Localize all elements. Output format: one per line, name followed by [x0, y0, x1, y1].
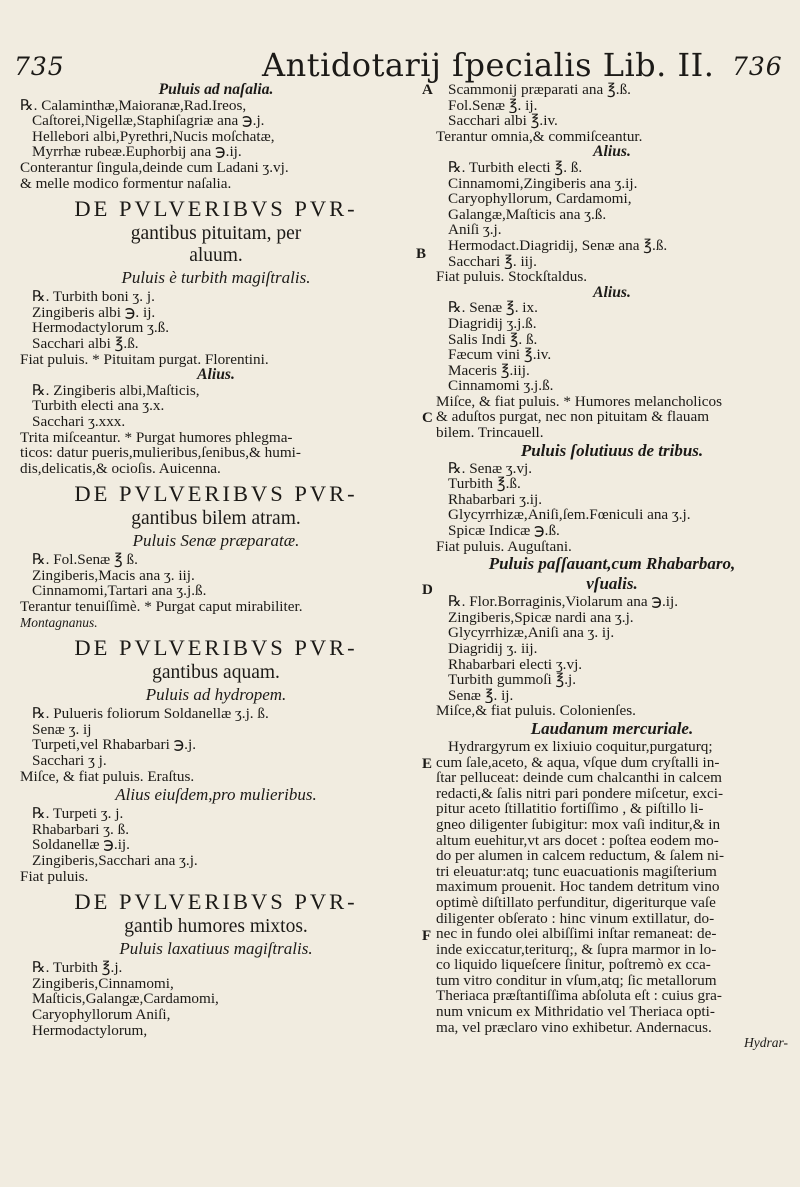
right-text-line: num vnicum ex Mithridatio vel Theriaca opti- — [436, 1004, 715, 1020]
margin-marker-f: F — [422, 928, 432, 944]
right-text-line: Spicæ Indicæ ℈.ß. — [448, 523, 560, 539]
right-text-line: co liquido liqueſcere ſinitur, poſtremò ex cca- — [436, 957, 711, 973]
right-text-line: Sacchari albi ℥.iv. — [448, 113, 558, 129]
right-text-line: optimè diſtillato perfunditur, digeriturque vaſe — [436, 894, 716, 911]
right-text-line: Turbith gummoſi ℥.j. — [448, 672, 577, 688]
right-text-line: Cinnamomi,Zingiberis ana ʒ.ij. — [448, 175, 638, 192]
left-text-line: Hellebori albi,Pyrethri,Nucis moſchatæ, — [32, 128, 275, 145]
left-text-line: gantibus pituitam, per — [130, 223, 302, 245]
right-text-line: Hydrar- — [744, 1035, 788, 1051]
right-text-line: maximum prouenit. Hoc tandem detritum vino — [436, 879, 720, 895]
left-text-line: Turbith electi ana ʒ.x. — [32, 398, 165, 414]
right-text-line: Terantur omnia,& commiſceantur. — [436, 128, 643, 145]
right-text-line: Sacchari ℥. iij. — [448, 253, 537, 270]
right-text-line: Alius. — [593, 284, 631, 301]
right-text-line: Aniſi ʒ.j. — [448, 222, 502, 238]
left-text-line: gantibus aquam. — [152, 662, 280, 684]
right-text-line: Puluis paſſauant,cum Rhabarbaro, — [488, 554, 736, 574]
left-text-line: Soldanellæ ℈.ij. — [32, 837, 130, 853]
left-text-line: Turpeti,vel Rhabarbari ℈.j. — [32, 737, 196, 754]
left-text-line: ticos: datur pueris,mulieribus,ſenibus,& humi- — [20, 445, 301, 461]
left-text-line: Montagnanus. — [20, 614, 98, 630]
right-text-line: Diagridij ʒ. iij. — [448, 641, 538, 657]
margin-marker-e: E — [422, 756, 433, 772]
left-text-line: Maſticis,Galangæ,Cardamomi, — [32, 991, 219, 1007]
right-text-line: do per alumen in calcem reductum, & ſalem ni- — [436, 848, 725, 864]
right-text-line: ℞. Senæ ℥. ix. — [448, 300, 538, 316]
left-text-line: Sacchari ʒ.xxx. — [32, 413, 126, 430]
left-text-line: gantibus bilem atram. — [131, 508, 301, 530]
right-text-line: Maceris ℥.iij. — [448, 362, 530, 379]
right-text-line: Glycyrrhizæ,Aniſi,ſem.Fœniculi ana ʒ.j. — [448, 507, 691, 524]
page-number-right: 736 — [732, 52, 783, 81]
right-text-line: Alius. — [593, 144, 631, 160]
left-text-line: Puluis ad hydropem. — [145, 685, 287, 705]
left-text-line: dis,delicatis,& ocioſis. Auicenna. — [20, 460, 221, 477]
left-text-line: Zingiberis,Sacchari ana ʒ.j. — [32, 853, 198, 869]
left-text-line: ℞. Turpeti ʒ. j. — [32, 806, 124, 822]
right-text-line: Fol.Senæ ℥. ij. — [448, 97, 538, 114]
left-text-line: Terantur tenuiſſimè. * Purgat caput mirabiliter. — [20, 599, 303, 615]
left-text-line: ℞. Pulueris foliorum Soldanellæ ʒ.j. ß. — [32, 706, 269, 722]
right-text-line: diligenter obſerato : hinc vinum extillatur, do- — [436, 910, 715, 927]
right-text-line: Zingiberis,Spicæ nardi ana ʒ.j. — [448, 609, 634, 626]
left-text-line: DE PVLVERIBVS PVR- — [74, 481, 358, 507]
left-text-line: Conterantur ſingula,deinde cum Ladani ʒ.vj. — [20, 159, 289, 176]
right-text-line: tum vitro conditur in vſum,atq; ſic metallorum — [436, 972, 717, 989]
right-text-line: Miſce, & fiat puluis. * Humores melancholicos — [436, 393, 722, 410]
page-number-left: 735 — [14, 52, 65, 81]
left-text-line: Trita miſceantur. * Purgat humores phlegma- — [20, 429, 293, 446]
right-text-line: Hydrargyrum ex lixiuio coquitur,purgaturq; — [448, 738, 713, 755]
right-text-line: inde exiccatur,teriturq;, & ſupra marmor in lo- — [436, 941, 717, 958]
left-text-line: Cinnamomi,Tartari ana ʒ.j.ß. — [32, 583, 207, 600]
right-text-line: Caryophyllorum, Cardamomi, — [448, 191, 632, 207]
left-text-line: DE PVLVERIBVS PVR- — [74, 196, 358, 222]
left-text-line: Zingiberis albi ℈. ij. — [32, 304, 156, 321]
left-text-line: Fiat puluis. * Pituitam purgat. Florentini. — [20, 351, 269, 368]
right-text-line: Fiat puluis. Stockſtaldus. — [436, 269, 588, 285]
right-text-line: cum ſale,aceto, & aqua, vſque dum cryſtalli in- — [436, 754, 720, 771]
left-text-line: Miſce, & fiat puluis. Eraſtus. — [20, 768, 195, 785]
right-text-line: Glycyrrhizæ,Aniſi ana ʒ. ij. — [448, 625, 615, 641]
running-title: Antidotarij ſpecialis Lib. II. — [262, 46, 715, 84]
right-text-line: & aduſtos purgat, nec non pituitam & flauam — [436, 409, 710, 426]
left-column — [20, 82, 412, 1038]
left-text-line: Puluis ad naſalia. — [158, 82, 274, 98]
left-text-line: Sacchari albi ℥.ß. — [32, 335, 139, 352]
right-column — [436, 82, 788, 1051]
left-text-line: ℞. Zingiberis albi,Maſticis, — [32, 382, 200, 399]
right-text-line: nec in fundo olei albiſſimi inſtar remaneat: de- — [436, 926, 717, 942]
left-text-line: Hermodactylorum ʒ.ß. — [32, 320, 170, 336]
left-text-line: Fiat puluis. — [20, 868, 89, 885]
right-text-line: Laudanum mercuriale. — [530, 718, 694, 738]
right-text-line: Senæ ℥. ij. — [448, 687, 514, 704]
left-text-line: Sacchari ʒ j. — [32, 753, 107, 769]
right-text-line: ℞. Flor.Borraginis,Violarum ana ℈.ij. — [448, 594, 678, 610]
left-text-line: ℞. Calaminthæ,Maioranæ,Rad.Ireos, — [20, 97, 247, 114]
left-text-line: Caſtorei,Nigellæ,Staphiſagriæ ana ℈.j. — [32, 113, 265, 129]
left-text-line: Senæ ʒ. ij — [32, 721, 92, 738]
right-text-line: Scammonij præparati ana ℥.ß. — [448, 82, 631, 98]
right-text-line: bilem. Trincauell. — [436, 425, 544, 441]
right-text-line: Galangæ,Maſticis ana ʒ.ß. — [448, 206, 607, 223]
right-text-line: altum euehitur,vt ars docet : poſtea eodem mo- — [436, 832, 719, 849]
left-text-line: aluum. — [189, 245, 243, 267]
right-text-line: Fiat puluis. Auguſtani. — [436, 538, 572, 555]
margin-marker-d: D — [422, 582, 433, 598]
margin-marker-b: B — [416, 246, 427, 262]
right-text-line: Hermodact.Diagridij, Senæ ana ℥.ß. — [448, 237, 668, 254]
left-text-line: Puluis Senæ præparatæ. — [132, 531, 300, 551]
left-text-line: gantib humores mixtos. — [124, 916, 308, 938]
left-text-line: Alius. — [197, 367, 235, 383]
left-text-line: Caryophyllorum Aniſi, — [32, 1006, 171, 1023]
left-text-line: Zingiberis,Macis ana ʒ. iij. — [32, 567, 195, 584]
right-text-line: Turbith ℥.ß. — [448, 476, 521, 492]
right-text-line: ℞. Turbith electi ℥. ß. — [448, 159, 583, 176]
right-text-line: Theriaca præſtantiſſima abſoluta eſt : cuius gra- — [436, 988, 722, 1005]
right-text-line: ma, vel præclaro vino exhibetur. Andernacus. — [436, 1019, 712, 1036]
right-text-line: Fæcum vini ℥.iv. — [448, 347, 552, 363]
left-text-line: Rhabarbari ʒ. ß. — [32, 821, 129, 838]
left-text-line: Zingiberis,Cinnamomi, — [32, 975, 174, 992]
left-text-line: Hermodactylorum, — [32, 1022, 148, 1039]
right-text-line: redacti,& ſalis nitri pari pondere miſcetur, exci- — [436, 785, 723, 802]
right-text-line: ℞. Senæ ʒ.vj. — [448, 460, 533, 477]
left-text-line: Puluis laxatiuus magiſtralis. — [119, 939, 313, 959]
right-text-line: Cinnamomi ʒ.j.ß. — [448, 378, 554, 394]
margin-marker-a: A — [422, 82, 433, 98]
left-text-line: Alius eiuſdem,pro mulieribus. — [115, 785, 317, 805]
left-text-line: Puluis è turbith magiſtralis. — [121, 268, 311, 288]
right-text-line: Puluis ſolutiuus de tribus. — [520, 440, 704, 460]
right-text-line: ſtar pelluceat: deinde cum chalcanthi in calcem — [436, 770, 722, 786]
right-text-line: Diagridij ʒ.j.ß. — [448, 315, 537, 332]
left-text-line: ℞. Turbith ℥.j. — [32, 960, 123, 976]
right-text-line: Rhabarbari electi ʒ.vj. — [448, 656, 583, 673]
right-text-line: pitur aceto ſtillatitio fortiſſimo , & piſtillo li- — [436, 801, 704, 817]
right-text-line: Rhabarbari ʒ.ij. — [448, 491, 543, 508]
right-text-line: Miſce,& fiat puluis. Colonienſes. — [436, 703, 636, 719]
left-text-line: & melle modico formentur naſalia. — [20, 175, 232, 192]
right-text-line: Salis Indi ℥. ß. — [448, 331, 538, 348]
left-text-line: DE PVLVERIBVS PVR- — [74, 889, 358, 915]
margin-marker-c: C — [422, 410, 433, 426]
left-text-line: Myrrhæ rubeæ.Euphorbij ana ℈.ij. — [32, 144, 242, 160]
right-text-line: gneo diligenter ſubigitur: mox vaſi inditur,& in — [436, 816, 721, 833]
left-text-line: ℞. Turbith boni ʒ. j. — [32, 289, 155, 305]
right-text-line: vſualis. — [586, 574, 638, 594]
left-text-line: DE PVLVERIBVS PVR- — [74, 635, 358, 661]
left-text-line: ℞. Fol.Senæ ℥ ß. — [32, 552, 138, 568]
right-text-line: tri eleuatur:atq; tunc euacuationis magiſterium — [436, 863, 717, 880]
